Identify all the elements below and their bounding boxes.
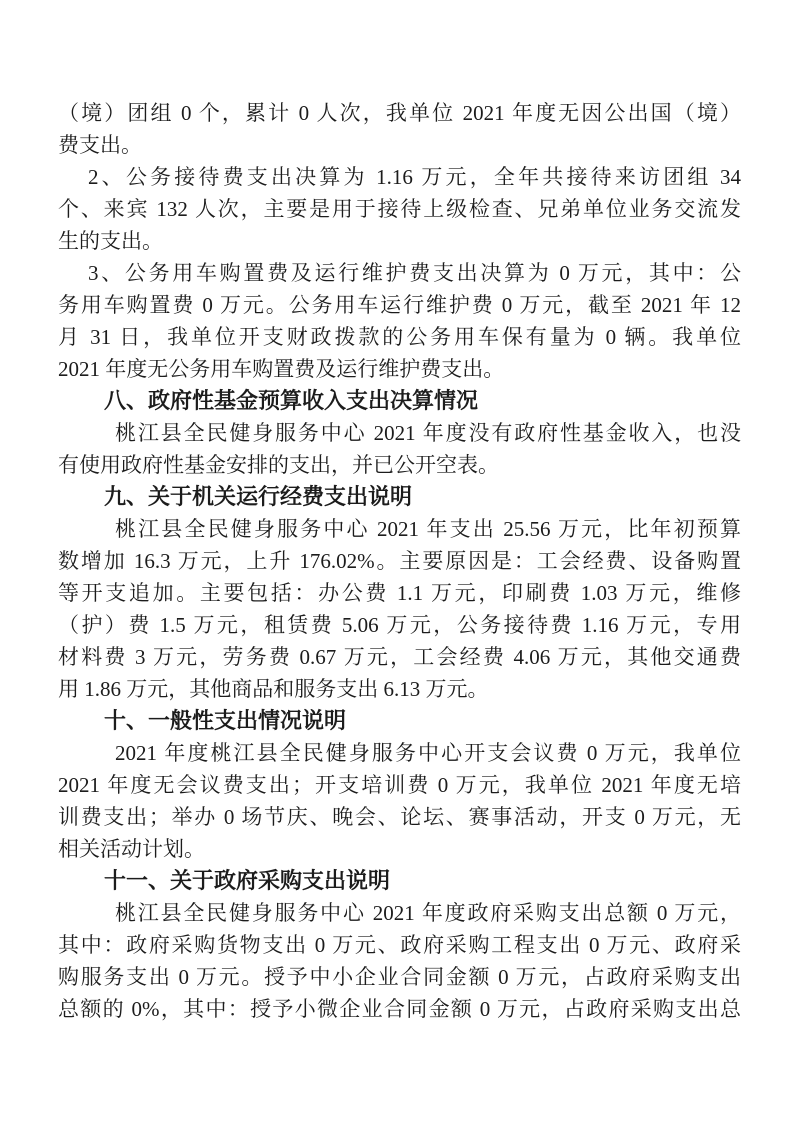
text-line: 2021 年度无会议费支出；开支培训费 0 万元，我单位 2021 年度无培 xyxy=(58,773,741,797)
section-heading-9: 九、关于机关运行经费支出说明 xyxy=(104,484,413,509)
text-line: 总额的 0%，其中：授予小微企业合同金额 0 万元，占政府采购支出总 xyxy=(58,997,741,1021)
text-line-item-3: 3、公务用车购置费及运行维护费支出决算为 0 万元，其中：公 xyxy=(88,261,741,285)
text-line: 桃江县全民健身服务中心 2021 年度政府采购支出总额 0 万元， xyxy=(115,901,741,925)
text-line: 生的支出。 xyxy=(58,229,163,253)
text-line: 材料费 3 万元，劳务费 0.67 万元，工会经费 4.06 万元，其他交通费 xyxy=(58,645,741,669)
text-line: 相关活动计划。 xyxy=(58,837,205,861)
text-line: 其中：政府采购货物支出 0 万元、政府采购工程支出 0 万元、政府采 xyxy=(58,933,741,957)
document-text xyxy=(58,97,741,1025)
text-line: （护）费 1.5 万元，租赁费 5.06 万元，公务接待费 1.16 万元，专用 xyxy=(58,613,741,637)
text-line: 月 31 日，我单位开支财政拨款的公务用车保有量为 0 辆。我单位 xyxy=(58,325,741,349)
text-line: 2021 年度桃江县全民健身服务中心开支会议费 0 万元，我单位 xyxy=(115,741,741,765)
text-line: 数增加 16.3 万元，上升 176.02%。主要原因是：工会经费、设备购置 xyxy=(58,549,741,573)
text-line: 费支出。 xyxy=(58,133,142,157)
text-line: 2021 年度无公务用车购置费及运行维护费支出。 xyxy=(58,357,505,381)
text-line: 等开支追加。主要包括：办公费 1.1 万元，印刷费 1.03 万元，维修 xyxy=(58,581,741,605)
text-line: （境）团组 0 个，累计 0 人次，我单位 2021 年度无因公出国（境） xyxy=(58,101,741,125)
text-line: 桃江县全民健身服务中心 2021 年支出 25.56 万元，比年初预算 xyxy=(115,517,741,541)
text-line: 训费支出；举办 0 场节庆、晚会、论坛、赛事活动，开支 0 万元，无 xyxy=(58,805,741,829)
section-heading-8: 八、政府性基金预算收入支出决算情况 xyxy=(104,388,479,413)
text-line: 个、来宾 132 人次，主要是用于接待上级检查、兄弟单位业务交流发 xyxy=(58,197,741,221)
text-line: 有使用政府性基金安排的支出，并已公开空表。 xyxy=(58,453,499,477)
text-line: 购服务支出 0 万元。授予中小企业合同金额 0 万元，占政府采购支出 xyxy=(58,965,741,989)
text-line: 务用车购置费 0 万元。公务用车运行维护费 0 万元，截至 2021 年 12 xyxy=(58,293,741,317)
section-heading-10: 十、一般性支出情况说明 xyxy=(104,708,347,733)
section-heading-11: 十一、关于政府采购支出说明 xyxy=(104,868,391,893)
text-line: 用 1.86 万元，其他商品和服务支出 6.13 万元。 xyxy=(58,677,489,701)
text-line: 桃江县全民健身服务中心 2021 年度没有政府性基金收入，也没 xyxy=(115,421,741,445)
text-line-item-2: 2、公务接待费支出决算为 1.16 万元，全年共接待来访团组 34 xyxy=(88,165,741,189)
